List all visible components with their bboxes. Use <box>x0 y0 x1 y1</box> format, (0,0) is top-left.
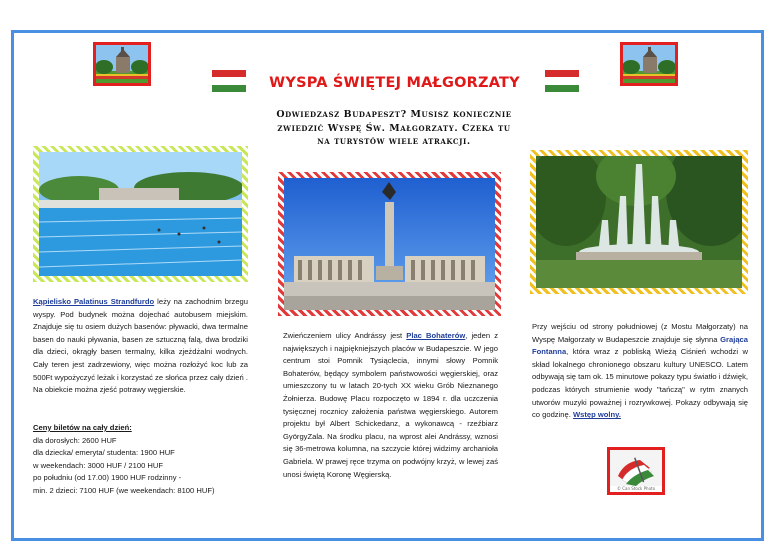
price-line: w weekendach: 3000 HUF / 2100 HUF <box>33 460 164 470</box>
heroes-text-rest: , jeden z największych i najpiękniejszych placów w Budapeszcie. W jego centrum stoi Pomnik Tysiąclecia, innymi słowy Pomnik Bohaterów, będący symbolem państwowości węgierskiej, oraz umieszczony tu w latach 20-tych XX wieku Grób Nieznanego Żołnierza. Budowę Placu rozpoczęto w 1894 r. dla uczczenia tysięcznej rocznicy założenia państwa węgierskiego. Autorem projektu był Albert Schickedanz, a wykonawcą - rzeźbiarz GyörgyZala. Na środku placu, na wprost alei Andrássy, wznosi się 36-metrowa kolumna, na szczycie której widzimy archanioła Gabriela. W prawej ręce trzyma on podwójny krzyż, w lewej zaś unosi świętą Koronę Węgierską. <box>283 331 498 479</box>
heroes-square-name: Plac Bohaterów <box>406 331 466 340</box>
prices-heading: Ceny biletów na cały dzień: <box>33 423 132 432</box>
badge-caption: © Can Stock Photo <box>616 486 656 491</box>
ticket-prices <box>33 422 263 498</box>
price-line: min. 2 dzieci: 7100 HUF (we weekendach: 8100 HUF) <box>33 485 215 495</box>
hungarian-flag-left <box>212 70 246 92</box>
fountain-text-rest: , która wraz z pobliską Wieżą Ciśnień wchodzi w skład lokalnego chronionego obszaru kultury UNESCO. Latem odbywają się tam ok. 15 minutowe pokazy typu światło i dźwięk, podczas których strumienie wody "tańczą" w rytm znanych utworów muzyki poważnej i rozrywkowej. Pokazy odbywają się co godzinę. <box>532 347 748 420</box>
pool-photo <box>33 146 248 282</box>
heroes-square-photo <box>278 172 501 316</box>
castle-thumbnail-left <box>93 42 151 86</box>
heroes-text-start: Zwieńczeniem ulicy Andrássy jest <box>283 331 407 340</box>
intro-text: Odwiedzasz Budapeszt? Musisz koniecznie zwiedzić Wyspę Św. Małgorzaty. Czeka tu na turystów wiele atrakcji. <box>276 109 512 147</box>
fountain-photo <box>530 150 748 294</box>
heroes-square-description <box>283 330 498 481</box>
price-line: dla dorosłych: 2600 HUF <box>33 435 117 445</box>
price-line: dla dziecka/ emeryta/ studenta: 1900 HUF <box>33 448 175 458</box>
page-title: WYSPA ŚWIĘTEJ MAŁGORZATY <box>269 75 520 91</box>
hungarian-flag-right <box>545 70 579 92</box>
castle-thumbnail-right <box>620 42 678 86</box>
palatinus-description <box>33 296 248 397</box>
price-line: po południu (od 17.00) 1900 HUF rodzinny - <box>33 473 182 483</box>
palatinus-name: Kąpielisko Palatinus Strandfurdo <box>33 297 155 306</box>
fountain-text-start: Przy wejściu od strony południowej (z Mostu Małgorzaty) na Wyspę Małgorzaty w Budapeszcie znajduje się słynna <box>532 322 748 344</box>
palatinus-text: leży na zachodnim brzegu wyspy. Pod budynek można dojechać autobusem miejskim. Znajduje się tu osiem dużych basenów: pływacki, dwa termalne basen do nauki pływania, basen ze sztuczną falą, dwa brodziki dla dzieci, okrągły basen termalny, kilka zjeżdżalni wodnych. Cały teren jest zadrzewiony, więc można rozłożyć koc lub za 500Ft wypożyczyć leżak i korzystać ze słońca przez cały dzień . Na obiekcie można zjeść potrawy węgierskie. <box>33 297 248 395</box>
fountain-description <box>532 321 748 422</box>
fountain-name: Grająca Fontanna <box>532 334 748 357</box>
free-entry: Wstęp wolny. <box>572 410 621 420</box>
hungary-badge-image <box>607 447 665 495</box>
